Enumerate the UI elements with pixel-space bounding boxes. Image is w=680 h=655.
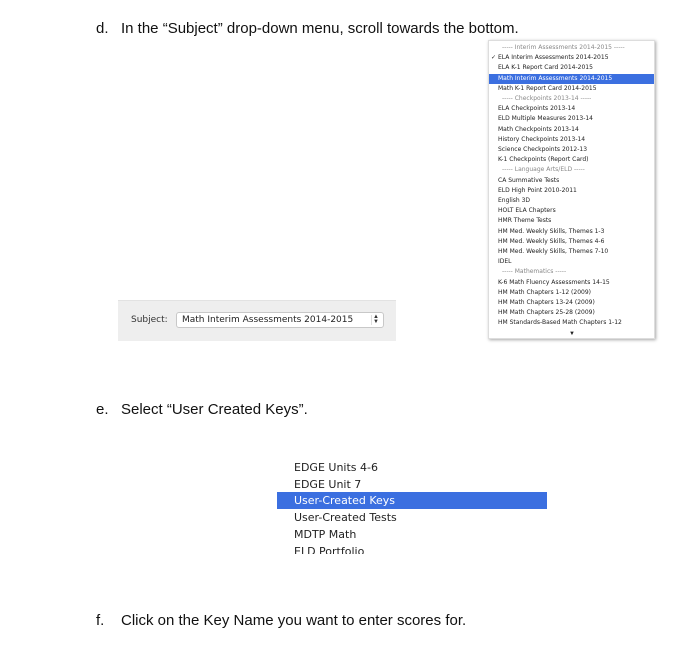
step-e: [96, 401, 308, 418]
dropdown-option-label: ELA Checkpoints 2013-14: [498, 105, 576, 113]
subject-bar: [118, 300, 396, 341]
dropdown-option[interactable]: [489, 104, 654, 114]
dropdown-option[interactable]: [489, 176, 654, 186]
dropdown-option-label: ELD High Point 2010-2011: [498, 186, 577, 194]
step-f-text: Click on the Key Name you want to enter scores for.: [121, 612, 467, 629]
dropdown-option[interactable]: [489, 145, 654, 155]
key-type-option[interactable]: User-Created Keys: [277, 492, 547, 509]
dropdown-option-label: ELA K-1 Report Card 2014-2015: [498, 64, 593, 72]
dropdown-option-label: HM Med. Weekly Skills, Themes 1-3: [498, 227, 605, 235]
dropdown-group-header: [489, 43, 654, 53]
dropdown-option[interactable]: [489, 125, 654, 135]
dropdown-option-label: Math Checkpoints 2013-14: [498, 125, 579, 133]
dropdown-option-label: ----- Interim Assessments 2014-2015 -----: [502, 44, 625, 51]
dropdown-group-header: [489, 267, 654, 277]
dropdown-option-label: HM Math Chapters 1-12 (2009): [498, 288, 592, 296]
dropdown-option[interactable]: [489, 247, 654, 257]
dropdown-option[interactable]: [489, 196, 654, 206]
key-type-option[interactable]: EDGE Unit 7: [294, 477, 362, 491]
dropdown-option-label: HMR Theme Tests: [498, 217, 552, 225]
key-type-option[interactable]: ELD Portfolio: [294, 544, 365, 554]
dropdown-option[interactable]: [489, 298, 654, 308]
dropdown-option[interactable]: [489, 288, 654, 298]
step-f: [96, 612, 466, 629]
dropdown-option[interactable]: [489, 63, 654, 73]
dropdown-option[interactable]: [489, 318, 654, 328]
dropdown-option-label: ELD Multiple Measures 2013-14: [498, 115, 594, 123]
dropdown-option-label: ----- Checkpoints 2013-14 -----: [502, 95, 592, 102]
key-type-option[interactable]: EDGE Units 4-6: [294, 461, 378, 474]
dropdown-option-label: Math Interim Assessments 2014-2015: [498, 74, 613, 82]
step-d: [96, 20, 519, 37]
dropdown-option-label: HM Standards-Based Math Chapters 1-12: [498, 319, 622, 327]
dropdown-group-header: [489, 94, 654, 104]
dropdown-option-label: HM Med. Weekly Skills, Themes 7-10: [498, 248, 609, 255]
step-f-letter: f.: [96, 612, 105, 629]
step-d-text: In the “Subject” drop-down menu, scroll towards the bottom.: [121, 20, 519, 37]
subject-select-value: Math Interim Assessments 2014-2015: [182, 315, 354, 325]
dropdown-option-label: History Checkpoints 2013-14: [498, 135, 586, 143]
dropdown-option-label: IDEL: [498, 258, 512, 266]
dropdown-option[interactable]: [489, 74, 654, 84]
dropdown-option-label: HM Math Chapters 13-24 (2009): [498, 299, 595, 306]
subject-dropdown-list[interactable]: [488, 40, 655, 339]
dropdown-option[interactable]: [489, 206, 654, 216]
dropdown-option-label: HOLT ELA Chapters: [498, 207, 556, 215]
checkmark-icon: ✓: [491, 54, 497, 62]
dropdown-option[interactable]: [489, 308, 654, 318]
step-d-letter: d.: [96, 20, 109, 37]
subject-select[interactable]: [176, 312, 384, 328]
dropdown-option[interactable]: [489, 227, 654, 237]
step-e-letter: e.: [96, 401, 109, 418]
dropdown-option[interactable]: [489, 278, 654, 288]
step-e-text: Select “User Created Keys”.: [121, 401, 308, 418]
key-type-option[interactable]: MDTP Math: [294, 527, 357, 541]
key-type-option[interactable]: User-Created Tests: [294, 511, 397, 525]
dropdown-option-label: Science Checkpoints 2012-13: [498, 146, 588, 153]
scroll-down-arrow-icon[interactable]: ▼: [569, 331, 575, 337]
up-down-arrows-icon: ▲ ▼: [371, 315, 380, 325]
dropdown-option-label: Math K-1 Report Card 2014-2015: [498, 84, 597, 92]
dropdown-option[interactable]: [489, 135, 654, 145]
dropdown-option-label: CA Summative Tests: [498, 176, 560, 184]
dropdown-option[interactable]: [489, 237, 654, 247]
dropdown-option-label: ----- Language Arts/ELD -----: [502, 166, 585, 174]
dropdown-option[interactable]: [489, 257, 654, 267]
dropdown-group-header: [489, 165, 654, 175]
dropdown-option[interactable]: [489, 216, 654, 226]
dropdown-option-label: K-1 Checkpoints (Report Card): [498, 156, 589, 164]
dropdown-option[interactable]: [489, 114, 654, 124]
dropdown-option-label: HM Math Chapters 25-28 (2009): [498, 309, 595, 317]
dropdown-option-label: ELA Interim Assessments 2014-2015: [498, 54, 609, 62]
dropdown-option[interactable]: [489, 155, 654, 165]
dropdown-option-label: HM Med. Weekly Skills, Themes 4-6: [498, 237, 605, 245]
dropdown-option-label: English 3D: [498, 197, 531, 204]
subject-label: Subject:: [131, 315, 168, 325]
dropdown-option-label: ----- Mathematics -----: [502, 268, 567, 276]
key-type-list[interactable]: [277, 458, 547, 554]
dropdown-option-label: K-6 Math Fluency Assessments 14-15: [498, 278, 610, 286]
dropdown-option[interactable]: [489, 186, 654, 196]
dropdown-option[interactable]: [489, 84, 654, 94]
dropdown-option[interactable]: [489, 53, 654, 63]
